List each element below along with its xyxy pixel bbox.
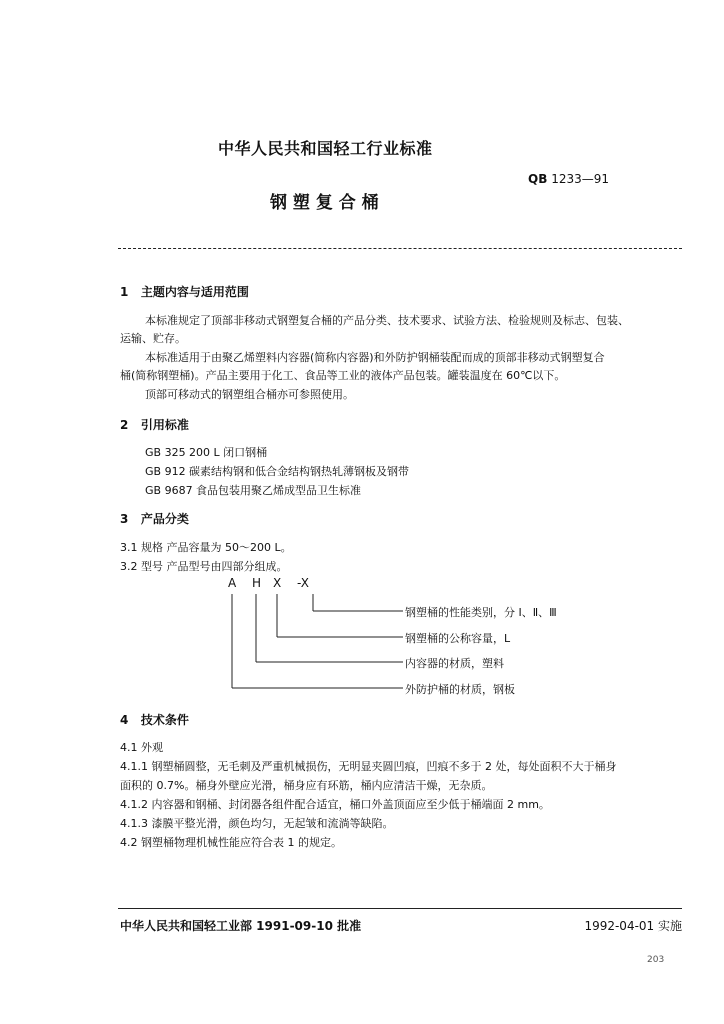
reference-item: GB 9687 食品包装用聚乙烯成型品卫生标准 — [145, 484, 362, 497]
model-part-desc: 外防护桶的材质，钢板 — [405, 683, 515, 696]
model-part-desc: 内容器的材质，塑料 — [405, 657, 504, 670]
reference-item: GB 912 碳素结构钢和低合金结构钢热轧薄钢板及钢带 — [145, 465, 410, 478]
section-number: 3 — [120, 512, 129, 526]
section-number: 1 — [120, 285, 129, 299]
document-title: 钢 塑 复 合 桶 — [270, 193, 379, 213]
paragraph-line: 运输、贮存。 — [120, 332, 186, 345]
footer-rule — [118, 908, 682, 909]
model-letter-h: H — [252, 576, 262, 590]
approval-line: 中华人民共和国轻工业部 1991-09-10 批准 — [120, 919, 362, 933]
section-number: 2 — [120, 418, 129, 432]
model-part-desc: 钢塑桶的性能类别，分 Ⅰ、Ⅱ、Ⅲ — [405, 606, 557, 619]
clause-3-1: 3.1 规格 产品容量为 50～200 L。 — [120, 541, 292, 554]
clause-4-1-1: 4.1.1 钢塑桶圆整，无毛刺及严重机械损伤，无明显夹圆凹痕，凹痕不多于 2 处，每处面积不大于桶身 — [120, 760, 617, 773]
org-title: 中华人民共和国轻工行业标准 — [218, 139, 433, 158]
effective-date: 1992-04-01 实施 — [584, 919, 682, 933]
model-letter-a: A — [228, 576, 237, 590]
section-title: 产品分类 — [140, 512, 189, 526]
reference-item: GB 325 200 L 闭口钢桶 — [145, 446, 268, 459]
paragraph-line: 本标准适用于由聚乙烯塑料内容器(简称内容器)和外防护钢桶装配而成的顶部非移动式钢塑复合 — [145, 351, 605, 364]
page-number: 203 — [647, 955, 665, 965]
clause-3-2: 3.2 型号 产品型号由四部分组成。 — [120, 560, 288, 573]
paragraph-line: 本标准规定了顶部非移动式钢塑复合桶的产品分类、技术要求、试验方法、检验规则及标志、包装、 — [145, 314, 629, 327]
standard-code-number: 1233—91 — [551, 172, 609, 186]
clause-4-1-3: 4.1.3 漆膜平整光滑，颜色均匀，无起皱和流淌等缺陷。 — [120, 817, 394, 830]
clause-4-1-2: 4.1.2 内容器和钢桶、封闭器各组件配合适宜，桶口外盖顶面应至少低于桶端面 2 mm。 — [120, 798, 550, 811]
clause-4-1: 4.1 外观 — [120, 741, 163, 754]
section-4-heading — [120, 711, 189, 728]
paragraph-line: 桶(简称钢塑桶)。产品主要用于化工、食品等工业的液体产品包装。罐装温度在 60℃以下。 — [120, 369, 566, 382]
clause-4-2: 4.2 钢塑桶物理机械性能应符合表 1 的规定。 — [120, 836, 342, 849]
model-part-desc: 钢塑桶的公称容量，L — [405, 632, 511, 645]
standard-code-prefix: QB — [528, 172, 548, 186]
model-letter-dash-x: -X — [297, 576, 309, 590]
paragraph-line: 顶部可移动式的钢塑组合桶亦可参照使用。 — [145, 388, 354, 401]
section-title: 技术条件 — [140, 713, 189, 727]
section-number: 4 — [120, 713, 129, 727]
clause-4-1-1-cont: 面积的 0.7%。桶身外壁应光滑，桶身应有环筋，桶内应清洁干燥，无杂质。 — [120, 779, 493, 792]
model-letter-x: X — [273, 576, 282, 590]
section-title: 主题内容与适用范围 — [140, 285, 249, 299]
section-title: 引用标准 — [140, 418, 189, 432]
